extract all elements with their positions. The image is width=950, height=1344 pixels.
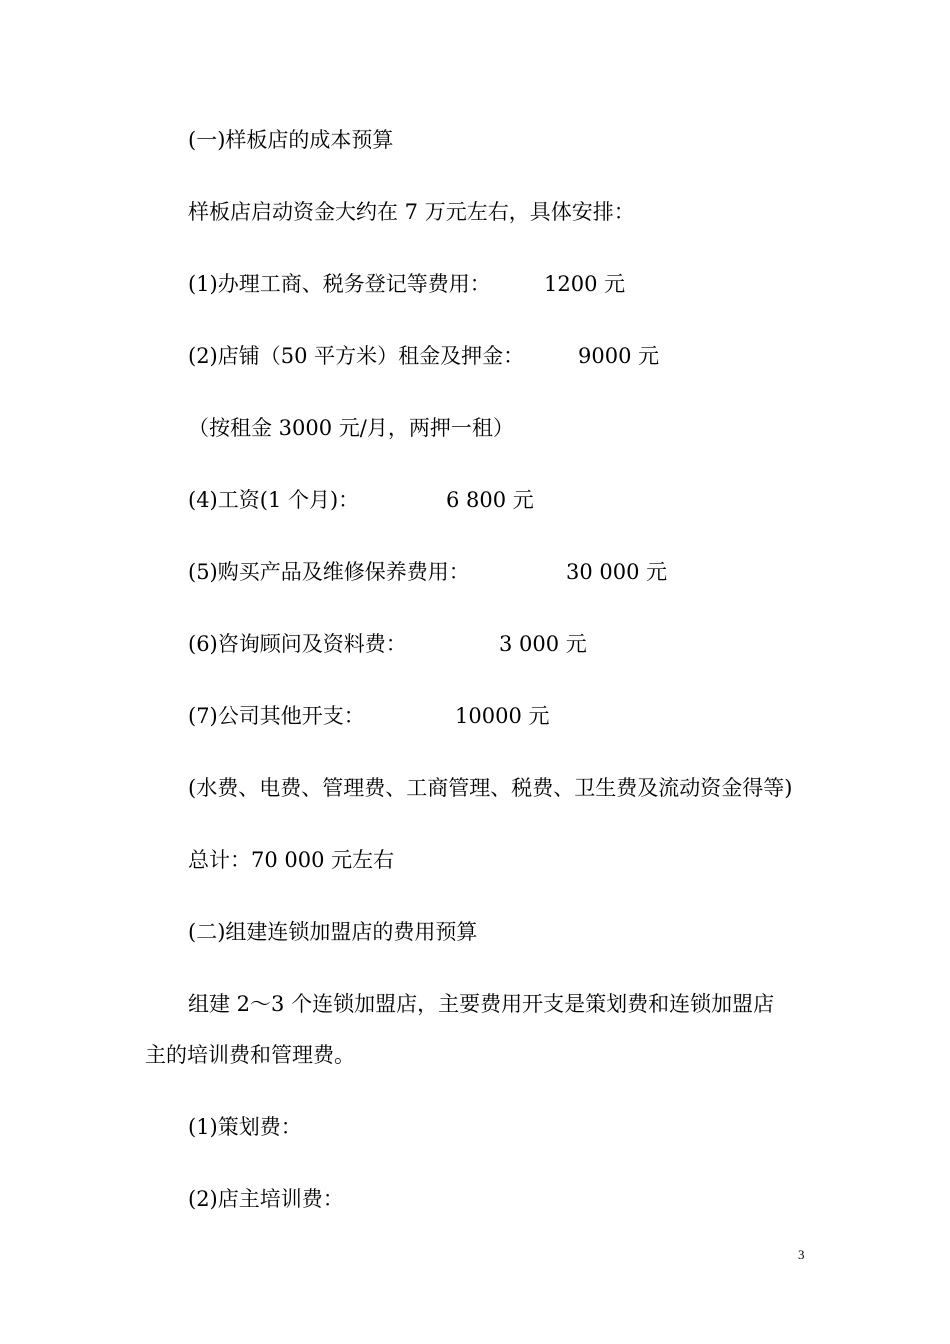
section2-paragraph-line1: 组建 2～3 个连锁加盟店，主要费用开支是策划费和连锁加盟店 [188,992,775,1016]
section2-item-2: (2)店主培训费： [188,1187,344,1211]
budget-item-amount: 6 800 元 [446,488,534,512]
budget-item-amount: 10000 元 [455,704,550,728]
budget-item-label: (6)咨询顾问及资料费： [188,632,407,656]
budget-item-label: (1)办理工商、税务登记等费用： [188,272,491,296]
budget-item-amount: 3 000 元 [499,632,587,656]
budget-item-amount: 30 000 元 [566,560,668,584]
budget-item-label: (7)公司其他开支： [188,704,365,728]
budget-item-1 [188,270,626,298]
budget-item-label: (4)工资(1 个月)： [188,488,360,512]
budget-item-5 [188,558,668,586]
section2-item-1: (1)策划费： [188,1115,302,1139]
budget-item-label: (5)购买产品及维修保养费用： [188,560,470,584]
budget-item-label: (2)店铺（50 平方米）租金及押金： [188,344,525,368]
section2-paragraph-line2: 主的培训费和管理费。 [145,1043,355,1067]
budget-item-4 [188,486,534,514]
budget-total: 总计：70 000 元左右 [188,848,395,872]
budget-item-note [188,414,514,442]
budget-item-amount: 1200 元 [544,272,626,296]
budget-item-7 [188,702,550,730]
other-expenses-note: (水费、电费、管理费、工商管理、税费、卫生费及流动资金得等) [188,776,793,800]
section1-heading: (一)样板店的成本预算 [188,128,394,152]
budget-item-label: （按租金 3000 元/月，两押一租） [188,416,514,440]
section1-intro: 样板店启动资金大约在 7 万元左右，具体安排： [188,200,635,224]
section2-heading: (二)组建连锁加盟店的费用预算 [188,920,478,944]
budget-item-2 [188,342,660,370]
page-number: 3 [798,1247,805,1262]
budget-item-amount: 9000 元 [578,344,660,368]
budget-item-6 [188,630,587,658]
